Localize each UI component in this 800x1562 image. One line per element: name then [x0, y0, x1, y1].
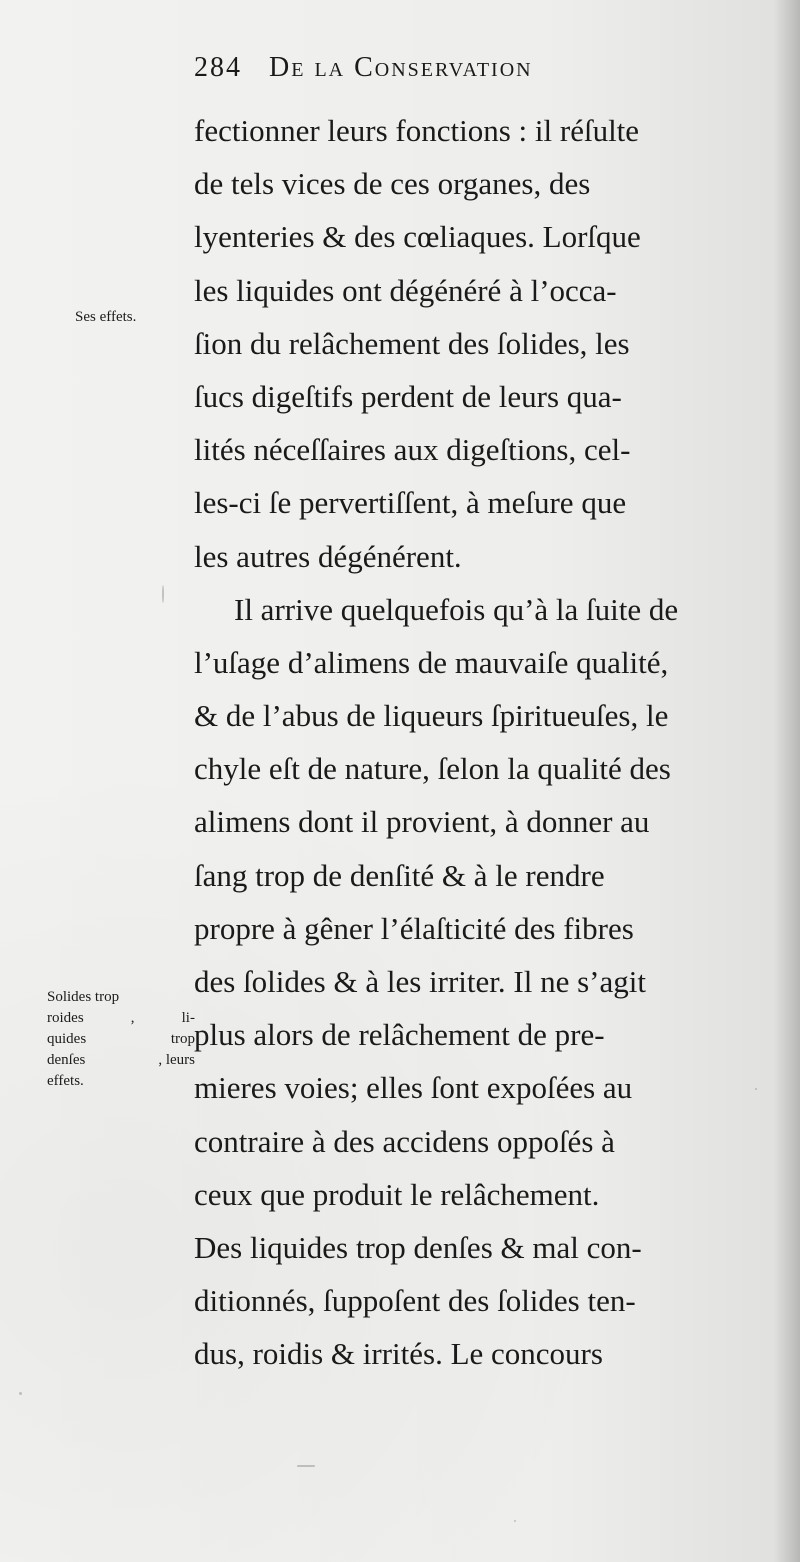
- paper-speck: [162, 585, 164, 603]
- margin-note-punctuation: ,: [130, 1010, 135, 1026]
- paper-speck: [297, 1465, 315, 1467]
- margin-note-word: trop: [170, 1031, 195, 1047]
- text-line: mieres voies; elles ſont expoſées au: [194, 1070, 633, 1106]
- margin-note-line: [47, 987, 195, 1008]
- paragraph-start-line: Il arrive quelquefois qu’à la ſuite de: [234, 591, 679, 627]
- paper-speck: [755, 1088, 757, 1090]
- text-line: alimens dont il provient, à donner au: [194, 804, 650, 840]
- margin-note-word: quides: [47, 1031, 87, 1047]
- text-line: de tels vices de ces organes, des: [194, 166, 591, 202]
- margin-note-word: roides: [47, 1010, 84, 1026]
- text-line: ceux que produit le relâchement.: [194, 1176, 600, 1212]
- text-line: lités néceſſaires aux digeſtions, cel-: [194, 432, 631, 468]
- paper-speck: [514, 1520, 516, 1522]
- text-line: dus, roidis & irrités. Le concours: [194, 1336, 603, 1372]
- margin-note-line: [47, 1029, 195, 1050]
- running-title: De la Conservation: [269, 52, 533, 83]
- text-line: ſucs digeſtifs perdent de leurs qua-: [194, 378, 622, 414]
- text-line: ditionnés, ſuppoſent des ſolides ten-: [194, 1283, 636, 1319]
- page-header: [194, 52, 533, 84]
- text-line: Des liquides trop denſes & mal con-: [194, 1229, 642, 1265]
- text-line: contraire à des accidens oppoſés à: [194, 1123, 615, 1159]
- margin-note-line: [47, 1050, 195, 1071]
- margin-note-line: [47, 1071, 195, 1092]
- margin-note-word: denſes: [47, 1052, 86, 1068]
- text-line: lyenteries & des cœliaques. Lorſque: [194, 219, 641, 255]
- text-line: l’uſage d’alimens de mauvaiſe qualité,: [194, 644, 669, 680]
- margin-note-solid-liquid: [47, 987, 195, 1092]
- margin-note-word: , leurs: [158, 1052, 195, 1068]
- text-line: ſang trop de denſité & à le rendre: [194, 857, 605, 893]
- paper-speck: [19, 1392, 22, 1395]
- text-line: ſion du relâchement des ſolides, les: [194, 325, 630, 361]
- text-line: & de l’abus de liqueurs ſpiritueuſes, le: [194, 698, 669, 734]
- margin-note-word: effets.: [47, 1073, 84, 1089]
- text-line: plus alors de relâchement de pre-: [194, 1017, 605, 1053]
- margin-note-word: Solides trop: [47, 989, 120, 1005]
- margin-note-line: [47, 1008, 195, 1029]
- text-line: des ſolides & à les irriter. Il ne s’agit: [194, 964, 646, 999]
- text-line: les-ci ſe pervertiſſent, à meſure que: [194, 485, 627, 521]
- text-line: propre à gêner l’élaſticité des fibres: [194, 910, 634, 946]
- margin-note-effects: Ses effets.: [75, 309, 137, 325]
- margin-note-word: li-: [181, 1010, 195, 1026]
- text-line: chyle eſt de nature, ſelon la qualité des: [194, 751, 671, 787]
- page-number: 284: [194, 52, 242, 83]
- text-line: les autres dégénérent.: [194, 538, 462, 574]
- page-edge-shadow: [774, 0, 800, 1562]
- text-line: fectionner leurs fonctions : il réſulte: [194, 113, 640, 148]
- main-text-block: [194, 104, 742, 1381]
- text-line: les liquides ont dégénéré à l’occa-: [194, 272, 617, 308]
